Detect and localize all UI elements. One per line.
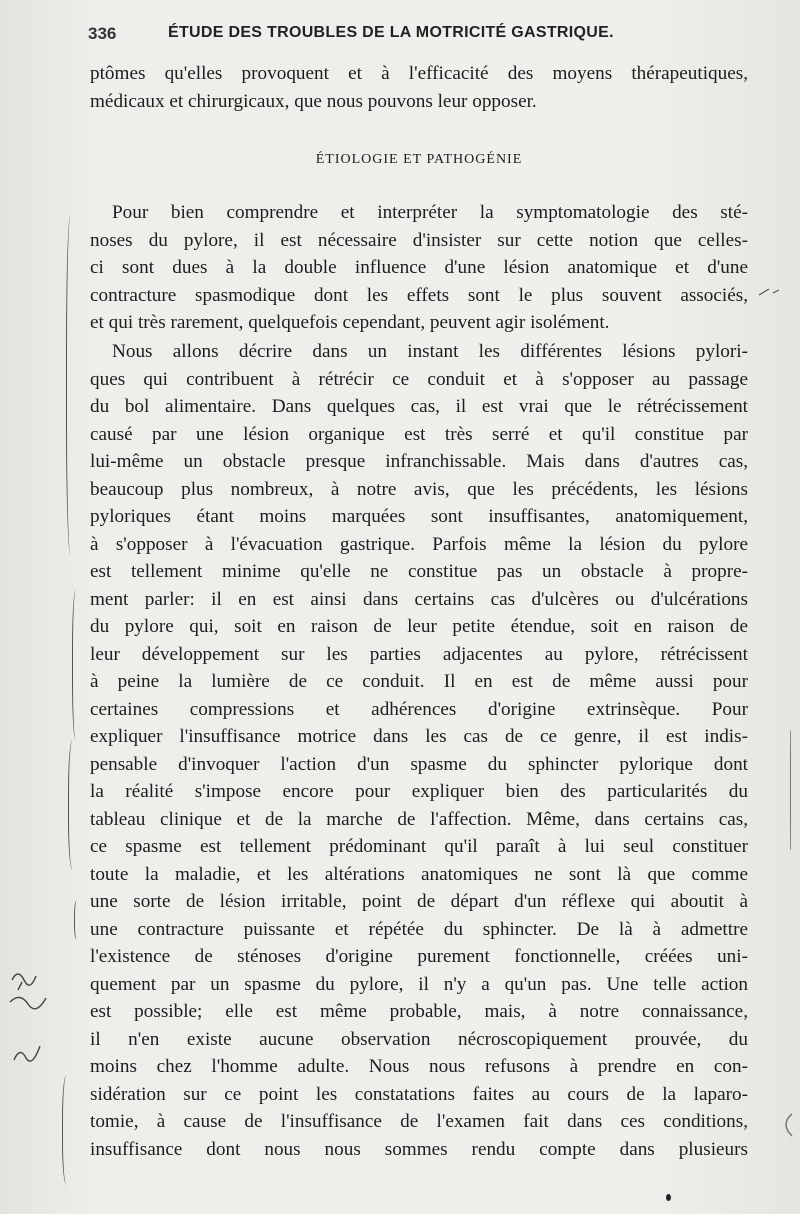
text-line: lui-même un obstacle presque infranchissable. Mais dans d'autres cas,: [90, 451, 748, 472]
text-line: expliquer l'insuffisance motrice dans les cas de ce genre, il est indis-: [90, 726, 748, 747]
text-line: Pour bien comprendre et interpréter la symptomatologie des sté-: [112, 202, 748, 223]
text-line: une contracture puissante et répétée du sphincter. De là à admettre: [90, 918, 748, 940]
margin-handwriting: [4, 960, 54, 1080]
text-line: l'existence de sténoses d'origine purement fonctionnelle, créées uni-: [90, 946, 748, 967]
text-line: ques qui contribuent à rétrécir ce conduit et à s'opposer au passage: [90, 368, 748, 390]
text-line: Nous allons décrire dans un instant les différentes lésions pylori-: [112, 341, 748, 362]
text-line: est tellement minime qu'elle ne constitue pas un obstacle à propre-: [90, 561, 748, 582]
text-line: certaines compressions et adhérences d'origine extrinsèque. Pour: [90, 698, 748, 720]
text-line: tableau clinique et de la marche de l'affection. Même, dans certains cas,: [90, 808, 748, 830]
intro-text: [90, 60, 748, 115]
page-number: 336: [88, 24, 117, 43]
text-line: il n'en existe aucune observation nécroscopiquement prouvée, du: [90, 1028, 748, 1050]
text-line: moins chez l'homme adulte. Nous nous refusons à prendre en con-: [90, 1056, 748, 1077]
text-line: causé par une lésion organique est très serré et qu'il constitue par: [90, 423, 748, 445]
text-line: du bol alimentaire. Dans quelques cas, il est vrai que le rétrécissement: [90, 396, 748, 417]
margin-bracket: [66, 215, 77, 555]
text-line: leur développement sur les parties adjacentes au pylore, rétrécissent: [90, 643, 748, 665]
section-heading: ÉTIOLOGIE ET PATHOGÉNIE: [315, 152, 523, 167]
text-line: insuffisance dont nous nous sommes rendu compte dans plusieurs: [90, 1138, 748, 1160]
text-line: sidération sur ce point les constatations faites au cours de la laparo-: [90, 1083, 748, 1105]
text-line: contracture spasmodique dont les effets sont le plus souvent associés,: [90, 284, 748, 306]
text-line: tomie, à cause de l'insuffisance de l'examen fait dans ces conditions,: [90, 1111, 748, 1132]
text-line: ptômes qu'elles provoquent et à l'efficacité des moyens thérapeutiques,: [90, 63, 748, 84]
text-line: du pylore qui, soit en raison de leur petite étendue, soit en raison de: [90, 616, 748, 637]
margin-bracket: [62, 1075, 73, 1185]
text-line: ce spasme est tellement prédominant qu'il paraît à lui seul constituer: [90, 836, 748, 857]
margin-bracket: [74, 900, 81, 940]
text-line: quement par un spasme du pylore, il n'y a qu'un pas. Une telle action: [90, 973, 748, 995]
paragraph-etiology-2: [90, 338, 748, 1163]
text-line: beaucoup plus nombreux, à notre avis, que les précédents, les lésions: [90, 478, 748, 500]
text-line: à s'opposer à l'évacuation gastrique. Parfois même la lésion du pylore: [90, 533, 748, 555]
margin-bracket: [72, 590, 81, 740]
text-line: ci sont dues à la double influence d'une lésion anatomique et d'une: [90, 257, 748, 278]
text-line: pensable d'invoquer l'action d'un spasme du sphincter pylorique dont: [90, 753, 748, 775]
text-line: à peine la lumière de ce conduit. Il en est de même aussi pour: [90, 671, 748, 692]
page-header: [88, 24, 778, 50]
text-line: et qui très rarement, quelquefois cependant, peuvent agir isolément.: [90, 312, 610, 333]
text-line: ment parler: il en est ainsi dans certains cas d'ulcères ou d'ulcérations: [90, 588, 748, 610]
margin-line-right: [790, 730, 791, 850]
text-line: pyloriques étant moins marquées sont insuffisantes, anatomiquement,: [90, 506, 748, 527]
running-title: ÉTUDE DES TROUBLES DE LA MOTRICITÉ GASTRIQUE.: [168, 24, 614, 41]
text-line: est possible; elle est même probable, mais, à notre connaissance,: [90, 1001, 748, 1022]
text-line: la réalité s'impose encore pour expliquer bien des particularités du: [90, 781, 748, 802]
paragraph-etiology-1: [90, 199, 748, 337]
text-line: noses du pylore, il est nécessaire d'insister sur cette notion que celles-: [90, 229, 748, 251]
margin-bracket: [68, 740, 79, 870]
text-line: toute la maladie, et les altérations anatomiques ne sont là que comme: [90, 863, 748, 885]
page-edge-mark: [776, 1110, 798, 1140]
text-line: une sorte de lésion irritable, point de départ d'un réflexe qui aboutit à: [90, 891, 748, 912]
margin-tick: [755, 283, 785, 303]
ink-dot: [666, 1194, 671, 1201]
text-line: médicaux et chirurgicaux, que nous pouvons leur opposer.: [90, 90, 537, 112]
